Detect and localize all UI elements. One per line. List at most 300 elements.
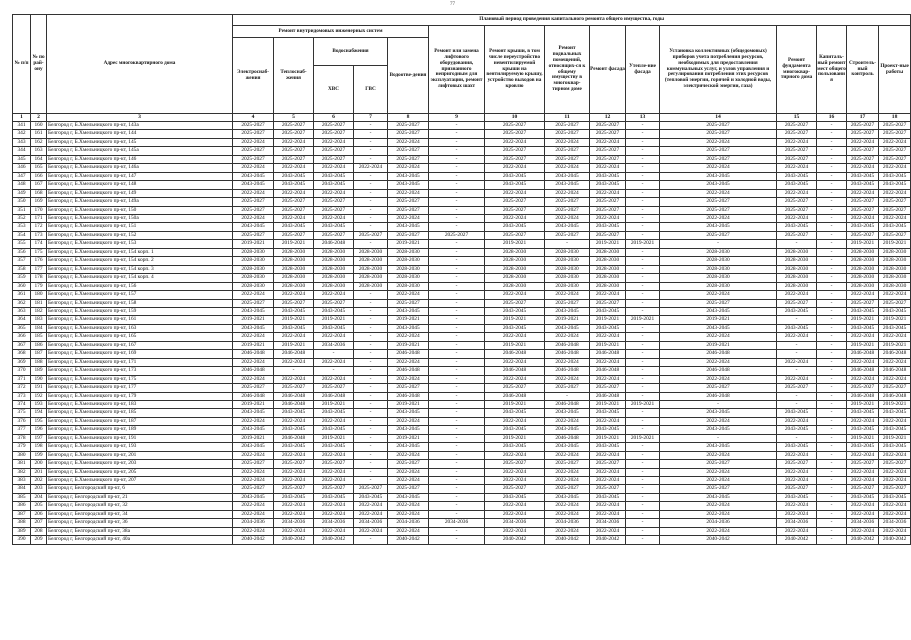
- address-cell: Белгород г, Б.Хмельницкого пр-кт, 187: [47, 417, 233, 425]
- period-cell: 2019-2021: [274, 240, 314, 248]
- period-cell: 2019-2021: [847, 341, 879, 349]
- period-cell: -: [626, 451, 660, 459]
- period-cell: 2022-2024: [545, 358, 590, 366]
- period-cell: 2025-2027: [777, 130, 817, 138]
- period-cell: 2043-2045: [274, 307, 314, 315]
- header-plan-period: Плановый период проведения капитального ремонта общего имущества, годы: [233, 15, 911, 26]
- period-cell: 2022-2024: [847, 138, 879, 146]
- table-row: [13, 291, 911, 299]
- table-row: [13, 147, 911, 155]
- row-number: 366: [13, 333, 31, 341]
- table-row: [13, 240, 911, 248]
- table-row: [13, 468, 911, 476]
- address-cell: Белгород г, Б.Хмельницкого пр-кт, 207: [47, 477, 233, 485]
- period-cell: 2022-2024: [590, 502, 626, 510]
- period-cell: 2043-2045: [545, 223, 590, 231]
- period-cell: 2046-2048: [388, 350, 429, 358]
- period-cell: 2019-2021: [879, 240, 911, 248]
- period-cell: 2025-2027: [660, 299, 777, 307]
- period-cell: -: [626, 417, 660, 425]
- period-cell: 2043-2045: [274, 172, 314, 180]
- header-basement: Ремонт подвальных помещений, относящих-ся к общему имуществу в многоквар-тирном доме: [545, 26, 590, 114]
- address-cell: Белгород г, Б.Хмельницкого пр-кт, 143а: [47, 122, 233, 130]
- address-cell: Белгород г, Б.Хмельницкого пр-кт, 156: [47, 282, 233, 290]
- address-cell: Белгород г, Б.Хмельницкого пр-кт, 163: [47, 324, 233, 332]
- period-cell: 2043-2045: [545, 172, 590, 180]
- period-cell: 2043-2045: [879, 443, 911, 451]
- period-cell: 2022-2024: [777, 451, 817, 459]
- period-cell: 2019-2021: [314, 400, 354, 408]
- period-cell: 2022-2024: [233, 477, 274, 485]
- period-cell: 2028-2030: [485, 248, 545, 256]
- period-cell: -: [626, 367, 660, 375]
- period-cell: 2043-2045: [777, 324, 817, 332]
- period-cell: 2019-2021: [590, 434, 626, 442]
- period-cell: 2043-2045: [274, 409, 314, 417]
- period-cell: 2022-2024: [847, 417, 879, 425]
- period-cell: -: [274, 367, 314, 375]
- period-cell: 2046-2048: [485, 367, 545, 375]
- row-number: 359: [13, 274, 31, 282]
- district-number: 208: [31, 527, 47, 535]
- period-cell: -: [817, 367, 847, 375]
- period-cell: 2025-2027: [233, 206, 274, 214]
- period-cell: -: [626, 223, 660, 231]
- header-num: № п/п: [13, 15, 31, 114]
- period-cell: -: [429, 274, 485, 282]
- period-cell: -: [354, 198, 388, 206]
- period-cell: 2022-2024: [777, 417, 817, 425]
- address-cell: Белгород г, Б.Хмельницкого пр-кт, 145а: [47, 147, 233, 155]
- table-row: [13, 316, 911, 324]
- address-cell: Белгород г, Б.Хмельницкого пр-кт, 149а: [47, 198, 233, 206]
- period-cell: 2043-2045: [660, 172, 777, 180]
- address-cell: Белгород г, Б.Хмельницкого пр-кт, 150: [47, 206, 233, 214]
- period-cell: 2043-2045: [777, 172, 817, 180]
- period-cell: 2025-2027: [233, 122, 274, 130]
- period-cell: -: [626, 130, 660, 138]
- district-number: 167: [31, 181, 47, 189]
- address-cell: Белгород г, Б.Хмельницкого пр-кт, 167: [47, 341, 233, 349]
- period-cell: 2022-2024: [485, 358, 545, 366]
- period-cell: 2019-2021: [590, 400, 626, 408]
- period-cell: 2028-2030: [545, 265, 590, 273]
- period-cell: 2043-2045: [879, 223, 911, 231]
- period-cell: 2025-2027: [545, 122, 590, 130]
- table-row: [13, 341, 911, 349]
- period-cell: -: [626, 248, 660, 256]
- address-cell: Белгород г, Б.Хмельницкого пр-кт, 191: [47, 434, 233, 442]
- period-cell: 2043-2045: [233, 181, 274, 189]
- district-number: 195: [31, 417, 47, 425]
- period-cell: -: [429, 468, 485, 476]
- period-cell: -: [626, 460, 660, 468]
- column-number: 5: [274, 114, 314, 122]
- period-cell: -: [817, 485, 847, 493]
- period-cell: -: [429, 409, 485, 417]
- period-cell: 2025-2027: [879, 384, 911, 392]
- period-cell: -: [817, 409, 847, 417]
- period-cell: 2028-2030: [233, 274, 274, 282]
- row-number: 348: [13, 181, 31, 189]
- district-number: 205: [31, 502, 47, 510]
- period-cell: 2043-2045: [777, 426, 817, 434]
- period-cell: -: [354, 468, 388, 476]
- period-cell: 2046-2048: [485, 350, 545, 358]
- address-cell: Белгород г, Белгородский пр-кт, 34: [47, 510, 233, 518]
- period-cell: -: [777, 350, 817, 358]
- period-cell: 2028-2030: [545, 274, 590, 282]
- period-cell: 2046-2048: [274, 434, 314, 442]
- period-cell: 2022-2024: [879, 527, 911, 535]
- row-number: 364: [13, 316, 31, 324]
- table-row: [13, 333, 911, 341]
- period-cell: -: [777, 316, 817, 324]
- period-cell: -: [429, 181, 485, 189]
- row-number: 377: [13, 426, 31, 434]
- period-cell: 2022-2024: [274, 510, 314, 518]
- period-cell: -: [817, 172, 847, 180]
- row-number: 355: [13, 240, 31, 248]
- table-row: [13, 460, 911, 468]
- period-cell: 2046-2048: [545, 400, 590, 408]
- period-cell: 2025-2027: [879, 155, 911, 163]
- district-number: 174: [31, 240, 47, 248]
- period-cell: 2043-2045: [847, 172, 879, 180]
- period-cell: 2025-2027: [660, 206, 777, 214]
- period-cell: -: [626, 299, 660, 307]
- period-cell: 2043-2045: [660, 426, 777, 434]
- period-cell: -: [817, 130, 847, 138]
- period-cell: 2043-2045: [590, 493, 626, 501]
- period-cell: 2034-2036: [777, 519, 817, 527]
- row-number: 376: [13, 417, 31, 425]
- period-cell: 2025-2027: [274, 299, 314, 307]
- period-cell: 2019-2021: [388, 400, 429, 408]
- period-cell: 2028-2030: [777, 274, 817, 282]
- period-cell: 2043-2045: [233, 172, 274, 180]
- period-cell: 2022-2024: [485, 375, 545, 383]
- period-cell: 2025-2027: [274, 130, 314, 138]
- period-cell: 2025-2027: [485, 155, 545, 163]
- district-number: 185: [31, 333, 47, 341]
- period-cell: 2025-2027: [590, 155, 626, 163]
- period-cell: -: [354, 400, 388, 408]
- period-cell: -: [354, 291, 388, 299]
- period-cell: -: [354, 477, 388, 485]
- row-number: 345: [13, 155, 31, 163]
- period-cell: 2022-2024: [314, 214, 354, 222]
- period-cell: 2022-2024: [388, 358, 429, 366]
- table-row: [13, 274, 911, 282]
- district-number: 204: [31, 493, 47, 501]
- period-cell: -: [777, 240, 817, 248]
- row-number: 373: [13, 392, 31, 400]
- period-cell: 2022-2024: [777, 138, 817, 146]
- period-cell: 2043-2045: [388, 443, 429, 451]
- row-number: 362: [13, 299, 31, 307]
- period-cell: 2025-2027: [660, 231, 777, 239]
- period-cell: -: [817, 138, 847, 146]
- period-cell: -: [354, 147, 388, 155]
- period-cell: 2046-2048: [388, 367, 429, 375]
- period-cell: 2019-2021: [545, 316, 590, 324]
- period-cell: 2025-2027: [485, 460, 545, 468]
- period-cell: 2028-2030: [354, 274, 388, 282]
- address-cell: Белгород г, Б.Хмельницкого пр-кт, 201: [47, 451, 233, 459]
- period-cell: -: [817, 282, 847, 290]
- period-cell: 2022-2024: [274, 375, 314, 383]
- period-cell: 2028-2030: [485, 257, 545, 265]
- period-cell: 2043-2045: [777, 223, 817, 231]
- period-cell: 2022-2024: [777, 214, 817, 222]
- district-number: 178: [31, 274, 47, 282]
- period-cell: 2022-2024: [233, 510, 274, 518]
- period-cell: 2028-2030: [485, 265, 545, 273]
- period-cell: 2025-2027: [660, 384, 777, 392]
- period-cell: -: [429, 248, 485, 256]
- period-cell: 2022-2024: [485, 291, 545, 299]
- row-number: 389: [13, 527, 31, 535]
- period-cell: -: [777, 392, 817, 400]
- period-cell: 2025-2027: [847, 206, 879, 214]
- row-number: 354: [13, 231, 31, 239]
- period-cell: 2025-2027: [777, 206, 817, 214]
- period-cell: 2022-2024: [233, 358, 274, 366]
- period-cell: 2043-2045: [590, 409, 626, 417]
- period-cell: 2022-2024: [545, 451, 590, 459]
- address-cell: Белгород г, Б.Хмельницкого пр-кт, 146: [47, 155, 233, 163]
- period-cell: 2022-2024: [388, 214, 429, 222]
- period-cell: 2043-2045: [847, 426, 879, 434]
- row-number: 386: [13, 502, 31, 510]
- period-cell: -: [626, 485, 660, 493]
- period-cell: 2025-2027: [847, 155, 879, 163]
- address-cell: Белгород г, Белгородский пр-кт, 38а: [47, 527, 233, 535]
- row-number: 363: [13, 307, 31, 315]
- period-cell: 2025-2027: [388, 130, 429, 138]
- period-cell: 2028-2030: [777, 248, 817, 256]
- table-row: [13, 299, 911, 307]
- period-cell: -: [626, 206, 660, 214]
- row-number: 369: [13, 358, 31, 366]
- period-cell: 2022-2024: [314, 502, 354, 510]
- period-cell: 2022-2024: [233, 375, 274, 383]
- period-cell: 2043-2045: [233, 307, 274, 315]
- period-cell: -: [354, 426, 388, 434]
- period-cell: -: [354, 155, 388, 163]
- period-cell: 2025-2027: [660, 147, 777, 155]
- period-cell: 2043-2045: [660, 324, 777, 332]
- period-cell: 2019-2021: [847, 434, 879, 442]
- period-cell: 2022-2024: [233, 527, 274, 535]
- period-cell: -: [354, 324, 388, 332]
- table-row: [13, 451, 911, 459]
- period-cell: 2025-2027: [545, 299, 590, 307]
- period-cell: 2043-2045: [485, 493, 545, 501]
- period-cell: 2043-2045: [388, 223, 429, 231]
- period-cell: 2043-2045: [777, 181, 817, 189]
- period-cell: 2043-2045: [590, 223, 626, 231]
- period-cell: -: [429, 443, 485, 451]
- period-cell: 2025-2027: [233, 155, 274, 163]
- period-cell: 2043-2045: [388, 181, 429, 189]
- district-number: 187: [31, 350, 47, 358]
- period-cell: 2028-2030: [590, 282, 626, 290]
- period-cell: 2043-2045: [485, 172, 545, 180]
- period-cell: 2025-2027: [660, 485, 777, 493]
- period-cell: 2025-2027: [354, 231, 388, 239]
- period-cell: -: [429, 417, 485, 425]
- period-cell: 2043-2045: [388, 426, 429, 434]
- period-cell: 2046-2048: [590, 367, 626, 375]
- period-cell: 2022-2024: [233, 189, 274, 197]
- period-cell: 2034-2036: [274, 519, 314, 527]
- period-cell: -: [817, 468, 847, 476]
- period-cell: 2046-2048: [233, 392, 274, 400]
- period-cell: 2022-2024: [590, 417, 626, 425]
- period-cell: 2043-2045: [879, 181, 911, 189]
- period-cell: 2022-2024: [274, 214, 314, 222]
- period-cell: 2028-2030: [660, 274, 777, 282]
- period-cell: 2022-2024: [660, 358, 777, 366]
- period-cell: 2022-2024: [274, 527, 314, 535]
- period-cell: -: [354, 333, 388, 341]
- period-cell: -: [777, 434, 817, 442]
- period-cell: 2043-2045: [274, 426, 314, 434]
- period-cell: -: [354, 172, 388, 180]
- period-cell: 2028-2030: [660, 265, 777, 273]
- period-cell: 2025-2027: [590, 299, 626, 307]
- table-row: [13, 223, 911, 231]
- period-cell: 2028-2030: [847, 282, 879, 290]
- address-cell: Белгород г, Б.Хмельницкого пр-кт, 154 корп. 1: [47, 248, 233, 256]
- period-cell: 2022-2024: [485, 417, 545, 425]
- period-cell: -: [429, 130, 485, 138]
- period-cell: -: [777, 400, 817, 408]
- period-cell: 2022-2024: [777, 291, 817, 299]
- period-cell: -: [626, 257, 660, 265]
- row-number: 382: [13, 468, 31, 476]
- period-cell: 2022-2024: [388, 510, 429, 518]
- period-cell: 2022-2024: [274, 468, 314, 476]
- period-cell: -: [354, 350, 388, 358]
- period-cell: -: [817, 510, 847, 518]
- address-cell: Белгород г, Белгородский пр-кт, 36: [47, 519, 233, 527]
- period-cell: 2043-2045: [777, 443, 817, 451]
- period-cell: -: [817, 451, 847, 459]
- period-cell: 2043-2045: [879, 172, 911, 180]
- column-number-row: [13, 114, 911, 122]
- address-cell: Белгород г, Б.Хмельницкого пр-кт, 150а: [47, 214, 233, 222]
- period-cell: 2046-2048: [660, 367, 777, 375]
- period-cell: -: [817, 274, 847, 282]
- period-cell: -: [429, 493, 485, 501]
- period-cell: 2022-2024: [274, 502, 314, 510]
- period-cell: -: [817, 248, 847, 256]
- period-cell: -: [626, 274, 660, 282]
- period-cell: 2022-2024: [314, 333, 354, 341]
- period-cell: -: [626, 527, 660, 535]
- table-row: [13, 426, 911, 434]
- period-cell: 2028-2030: [233, 257, 274, 265]
- period-cell: 2022-2024: [777, 358, 817, 366]
- period-cell: 2022-2024: [660, 468, 777, 476]
- period-cell: -: [817, 299, 847, 307]
- period-cell: 2025-2027: [590, 122, 626, 130]
- period-cell: 2022-2024: [590, 375, 626, 383]
- period-cell: 2025-2027: [590, 460, 626, 468]
- period-cell: 2022-2024: [233, 468, 274, 476]
- period-cell: 2022-2024: [590, 358, 626, 366]
- table-row: [13, 443, 911, 451]
- period-cell: 2022-2024: [660, 214, 777, 222]
- period-cell: 2022-2024: [388, 164, 429, 172]
- period-cell: 2043-2045: [545, 426, 590, 434]
- period-cell: -: [354, 536, 388, 544]
- period-cell: 2025-2027: [545, 460, 590, 468]
- period-cell: -: [354, 417, 388, 425]
- period-cell: 2046-2048: [233, 350, 274, 358]
- period-cell: 2025-2027: [485, 299, 545, 307]
- table-row: [13, 358, 911, 366]
- period-cell: 2028-2030: [660, 248, 777, 256]
- period-cell: 2025-2027: [660, 122, 777, 130]
- table-row: [13, 477, 911, 485]
- table-row: [13, 375, 911, 383]
- column-number: 8: [388, 114, 429, 122]
- period-cell: 2046-2048: [590, 392, 626, 400]
- period-cell: 2043-2045: [590, 324, 626, 332]
- period-cell: 2028-2030: [314, 265, 354, 273]
- period-cell: 2043-2045: [660, 181, 777, 189]
- district-number: 186: [31, 341, 47, 349]
- period-cell: 2022-2024: [485, 138, 545, 146]
- period-cell: 2028-2030: [354, 282, 388, 290]
- period-cell: 2019-2021: [388, 316, 429, 324]
- table-row: [13, 231, 911, 239]
- district-number: 163: [31, 147, 47, 155]
- period-cell: 2022-2024: [314, 468, 354, 476]
- period-cell: 2043-2045: [879, 409, 911, 417]
- period-cell: 2019-2021: [847, 240, 879, 248]
- period-cell: -: [429, 324, 485, 332]
- column-number: 1: [13, 114, 31, 122]
- period-cell: 2022-2024: [388, 477, 429, 485]
- period-cell: -: [429, 291, 485, 299]
- period-cell: 2028-2030: [777, 265, 817, 273]
- period-cell: 2046-2048: [485, 392, 545, 400]
- period-cell: 2025-2027: [777, 299, 817, 307]
- period-cell: 2040-2042: [660, 536, 777, 544]
- district-number: 206: [31, 510, 47, 518]
- period-cell: 2046-2048: [314, 392, 354, 400]
- period-cell: 2028-2030: [879, 274, 911, 282]
- period-cell: 2022-2024: [879, 358, 911, 366]
- header-address: Адрес многоквартирного дома: [47, 15, 233, 114]
- period-cell: -: [817, 527, 847, 535]
- header-design-works: Проект-ные работы: [879, 26, 911, 114]
- period-cell: 2043-2045: [233, 409, 274, 417]
- table-row: [13, 265, 911, 273]
- period-cell: -: [626, 181, 660, 189]
- period-cell: 2022-2024: [545, 417, 590, 425]
- period-cell: 2025-2027: [590, 206, 626, 214]
- period-cell: -: [817, 460, 847, 468]
- period-cell: 2019-2021: [879, 434, 911, 442]
- period-cell: 2025-2027: [388, 384, 429, 392]
- period-cell: 2025-2027: [590, 485, 626, 493]
